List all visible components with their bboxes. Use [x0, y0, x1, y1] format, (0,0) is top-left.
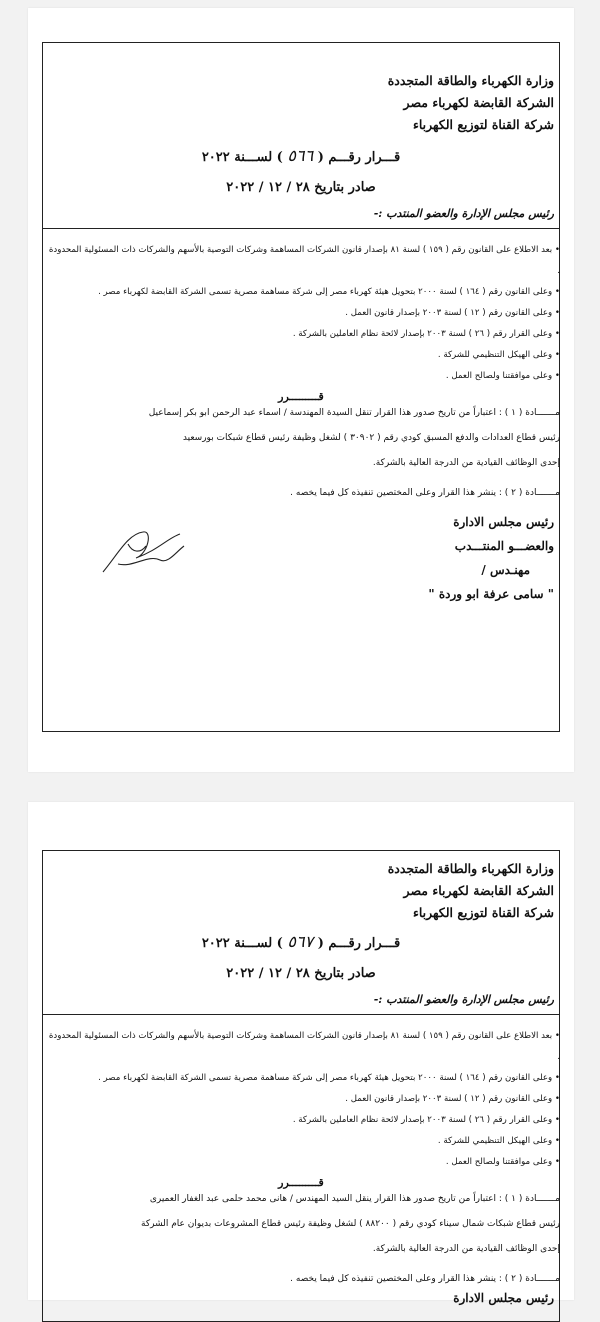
decision-number: ٥٦٧	[287, 932, 314, 951]
signature-title: رئيس مجلس الادارة	[453, 515, 554, 529]
decision-word: قـــــــــرر	[278, 390, 324, 403]
list-item: • وعلى القانون رقم ( ١٦٤ ) لسنة ٢٠٠٠ بتحويل هيئة كهرباء مصر إلى شركة مساهمة مصرية تسمى الشركة القابضة لكهرباء مصر .	[46, 282, 560, 303]
list-item: • بعد الاطلاع على القانون رقم ( ١٥٩ ) لسنة ٨١ بإصدار قانون الشركات المساهمة وشركات التوصية بالأسهم والشركات ذات المسئولية المحدودة .	[46, 240, 560, 282]
issue-date: صادر بتاريخ ٢٨ / ١٢ / ٢٠٢٢	[226, 180, 376, 195]
holding-company-name: الشركة القابضة لكهرباء مصر	[403, 95, 554, 110]
list-item: • وعلى القانون رقم ( ١٦٤ ) لسنة ٢٠٠٠ بتحويل هيئة كهرباء مصر إلى شركة مساهمة مصرية تسمى الشركة القابضة لكهرباء مصر .	[46, 1068, 560, 1089]
decision-word: قـــــــــرر	[278, 1176, 324, 1189]
list-item: • وعلى القرار رقم ( ٢٦ ) لسنة ٢٠٠٣ بإصدار لائحة نظام العاملين بالشركة .	[46, 324, 560, 345]
engineer-label: مهنـدس /	[481, 563, 530, 577]
list-item: • وعلى القانون رقم ( ١٢ ) لسنة ٢٠٠٣ بإصدار قانون العمل .	[46, 303, 560, 324]
document-page-1	[28, 8, 574, 772]
list-item: • وعلى الهيكل التنظيمي للشركة .	[46, 345, 560, 366]
article-2: مـــــــادة ( ٢ ) : ينشر هذا القرار وعلى المختصين تنفيذه كل فيما يخصه .	[290, 1274, 560, 1284]
organization-header	[388, 70, 554, 136]
holding-company-name: الشركة القابضة لكهرباء مصر	[403, 883, 554, 898]
list-item: • وعلى موافقتنا ولصالح العمل .	[46, 366, 560, 387]
signature-block	[428, 510, 554, 606]
company-name: شركة القناة لتوزيع الكهرباء	[412, 905, 554, 920]
handwritten-signature	[98, 524, 188, 580]
decision-title	[28, 146, 574, 165]
list-item: • وعلى القانون رقم ( ١٢ ) لسنة ٢٠٠٣ بإصدار قانون العمل .	[46, 1089, 560, 1110]
signature-title: رئيس مجلس الادارة	[453, 1291, 554, 1305]
article-2: مـــــــادة ( ٢ ) : ينشر هذا القرار وعلى المختصين تنفيذه كل فيما يخصه .	[290, 488, 560, 498]
decision-number: ٥٦٦	[287, 146, 314, 165]
signature-title: والعضـــو المنتـــدب	[454, 539, 554, 553]
heading-divider	[42, 1014, 560, 1015]
issue-date: صادر بتاريخ ٢٨ / ١٢ / ٢٠٢٢	[226, 966, 376, 981]
heading-divider	[42, 228, 560, 229]
article-line: إحدى الوظائف القيادية من الدرجة العالية بالشركة.	[372, 1244, 560, 1254]
list-item: • وعلى موافقتنا ولصالح العمل .	[46, 1152, 560, 1173]
signatory-name: " سامى عرفة ابو وردة "	[428, 587, 554, 601]
article-1	[46, 1188, 560, 1260]
chairman-heading: رئيس مجلس الإدارة والعضو المنتدب :-	[373, 207, 554, 220]
article-line: رئيس قطاع شبكات شمال سيناء كودي رقم ( ٨٨٢٠٠ ) لشغل وظيفة رئيس قطاع المشروعات بديوان عام الشركة	[141, 1219, 560, 1229]
title-prefix: قـــرار رقـــم (	[317, 936, 401, 951]
list-item: • وعلى القرار رقم ( ٢٦ ) لسنة ٢٠٠٣ بإصدار لائحة نظام العاملين بالشركة .	[46, 1110, 560, 1131]
article-line: مـــــــادة ( ١ ) : اعتباراً من تاريخ صدور هذا القرار تنقل السيدة المهندسة / اسماء عبد الرحمن ابو بكر إسماعيل	[148, 408, 560, 418]
list-item: • بعد الاطلاع على القانون رقم ( ١٥٩ ) لسنة ٨١ بإصدار قانون الشركات المساهمة وشركات التوصية بالأسهم والشركات ذات المسئولية المحدودة .	[46, 1026, 560, 1068]
decision-title	[28, 932, 574, 951]
legal-references-list	[46, 240, 560, 387]
article-line: إحدى الوظائف القيادية من الدرجة العالية بالشركة.	[372, 458, 560, 468]
company-name: شركة القناة لتوزيع الكهرباء	[412, 117, 554, 132]
ministry-name: وزارة الكهرباء والطاقة المتجددة	[387, 861, 554, 876]
title-suffix: ) لســـنة ٢٠٢٢	[201, 936, 283, 951]
article-line: مـــــــادة ( ١ ) : اعتباراً من تاريخ صدور هذا القرار ينقل السيد المهندس / هانى محمد حلمى عبد الغفار العميرى	[149, 1194, 560, 1204]
signature-block	[453, 1286, 554, 1310]
ministry-name: وزارة الكهرباء والطاقة المتجددة	[387, 73, 554, 88]
title-suffix: ) لســـنة ٢٠٢٢	[201, 150, 283, 165]
chairman-heading: رئيس مجلس الإدارة والعضو المنتدب :-	[373, 993, 554, 1006]
organization-header	[388, 858, 554, 924]
list-item: • وعلى الهيكل التنظيمي للشركة .	[46, 1131, 560, 1152]
legal-references-list	[46, 1026, 560, 1173]
title-prefix: قـــرار رقـــم (	[317, 150, 401, 165]
article-line: رئيس قطاع العدادات والدفع المسبق كودي رقم ( ٣٠٩٠٢ ) لشغل وظيفة رئيس قطاع شبكات بورسعيد	[182, 433, 560, 443]
document-page-2	[28, 802, 574, 1305]
article-1	[46, 402, 560, 474]
